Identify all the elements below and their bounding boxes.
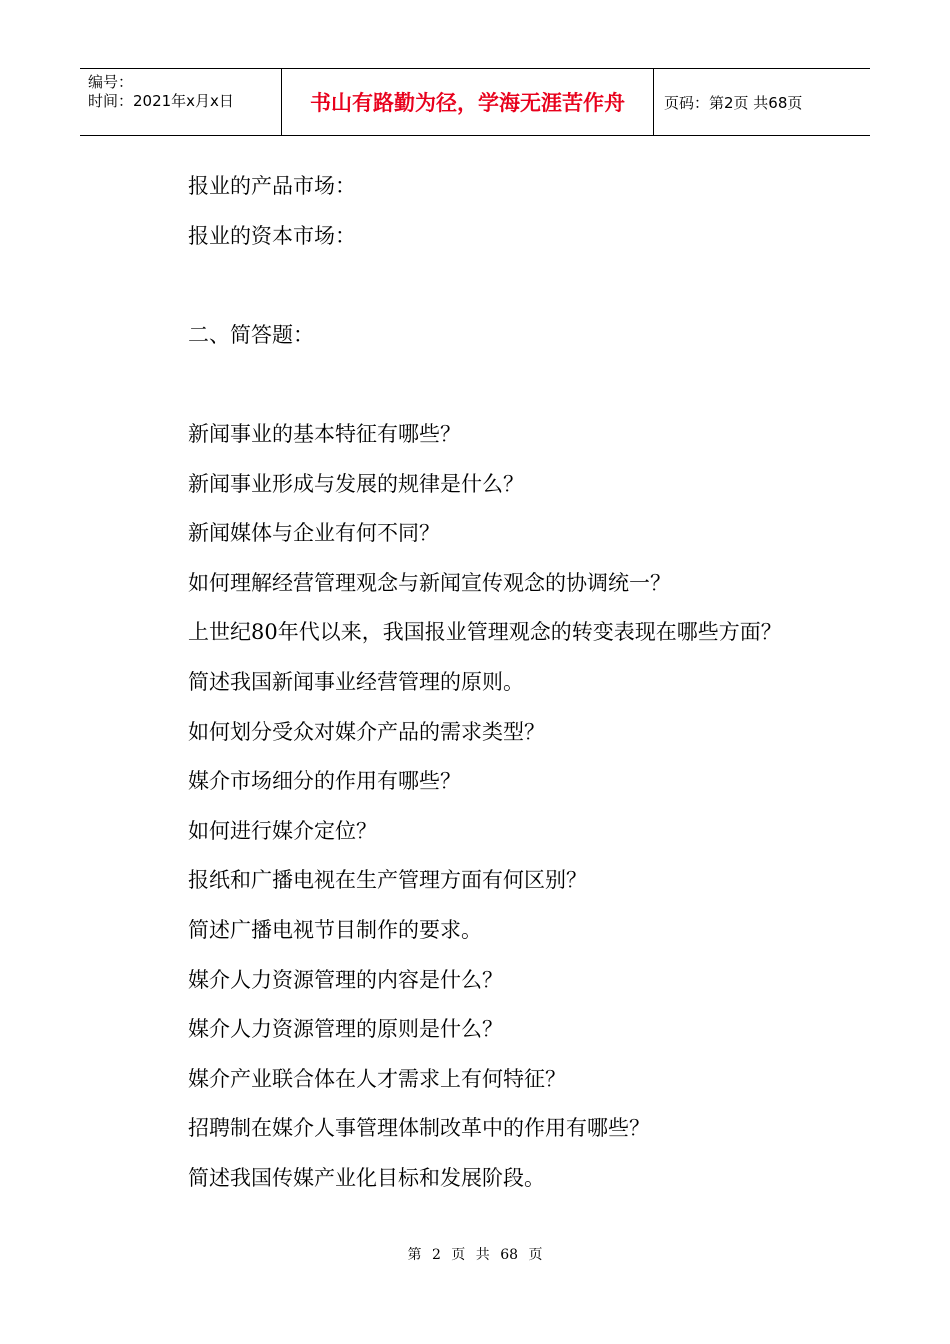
question-item: 新闻事业的基本特征有哪些？ — [188, 421, 461, 446]
page-footer: 第 2 页 共 68 页 — [407, 1247, 543, 1263]
question-item: 上世纪80年代以来，我国报业管理观念的转变表现在哪些方面？ — [188, 620, 782, 645]
header-page-info: 页码：第2页 共68页 — [664, 93, 803, 112]
question-item: 新闻媒体与企业有何不同？ — [188, 521, 440, 546]
header-motto: 书山有路勤为径，学海无涯苦作舟 — [282, 69, 654, 135]
question-item: 报纸和广播电视在生产管理方面有何区别？ — [188, 868, 587, 893]
question-item: 媒介市场细分的作用有哪些？ — [188, 769, 461, 794]
question-item: 媒介产业联合体在人才需求上有何特征？ — [188, 1066, 566, 1091]
question-item: 简述我国新闻事业经营管理的原则。 — [188, 669, 524, 694]
question-item: 招聘制在媒介人事管理体制改革中的作用有哪些？ — [188, 1116, 650, 1141]
question-item: 简述我国传媒产业化目标和发展阶段。 — [188, 1165, 545, 1190]
number-label: 编号： — [88, 73, 134, 91]
text-line: 报业的资本市场： — [188, 223, 356, 248]
text-line: 报业的产品市场： — [188, 174, 356, 198]
page-header — [80, 68, 870, 136]
question-item: 媒介人力资源管理的内容是什么？ — [188, 967, 503, 992]
question-item: 媒介人力资源管理的原则是什么？ — [188, 1017, 503, 1042]
header-meta — [80, 69, 282, 135]
question-item: 如何划分受众对媒介产品的需求类型？ — [188, 719, 545, 744]
question-item: 新闻事业形成与发展的规律是什么？ — [188, 471, 524, 496]
document-body — [188, 166, 868, 1207]
question-item: 如何进行媒介定位？ — [188, 818, 377, 843]
question-item: 简述广播电视节目制作的要求。 — [188, 917, 482, 942]
section-title: 二、简答题： — [188, 322, 314, 347]
question-item: 如何理解经营管理观念与新闻宣传观念的协调统一？ — [188, 570, 671, 595]
date-label: 时间：2021年x月x日 — [88, 92, 234, 110]
